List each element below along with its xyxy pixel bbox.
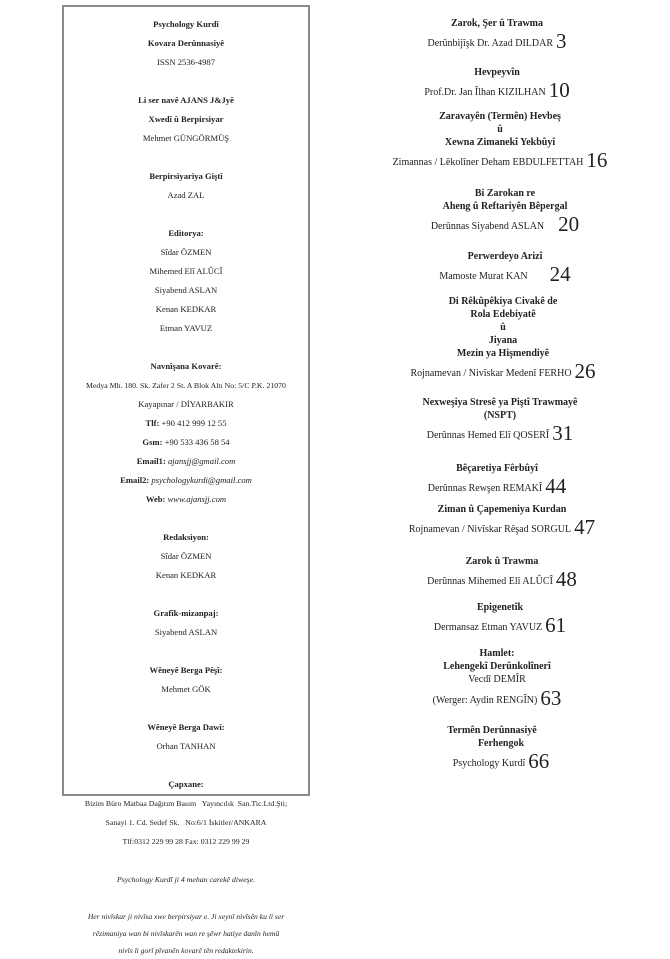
redaction-name: Sîdar ÖZMEN: [160, 551, 212, 561]
back-cover-label: Wêneyê Berga Dawî:: [147, 722, 225, 732]
front-cover-label: Wêneyê Berga Pêşî:: [149, 665, 223, 675]
toc-page: 47: [574, 515, 596, 539]
toc-page: 44: [545, 474, 567, 498]
gsm-row: [64, 433, 308, 452]
phone-value: +90 412 999 12 55: [159, 418, 227, 428]
address-line: Medya Mh. 180. Sk. Zafer 2 St. A Blok Altı No: 5/C P.K. 21070: [86, 381, 286, 390]
owner-label: Xwedî û Berpirsiyar: [148, 114, 224, 124]
gsm-label: Gsm:: [142, 437, 163, 447]
printer-line: Tlf:0312 229 99 28 Fax: 0312 229 99 29: [122, 837, 250, 846]
general-manager-label: Berpirsiyariya Giştî: [149, 171, 223, 181]
toc-page: 3: [556, 29, 567, 53]
editor-name: Siyabend ASLAN: [154, 285, 218, 295]
toc-page: 61: [545, 613, 567, 637]
toc-entry[interactable]: [335, 601, 665, 639]
toc-title: Perwerdeyo Arizî: [467, 251, 543, 262]
toc-entry[interactable]: [340, 187, 670, 238]
toc-author: Vecdî DEMÎR: [468, 674, 526, 685]
toc-title: Xewna Zimanekî Yekbûyî: [444, 137, 556, 148]
publisher-label: Li ser navê AJANS J&Jyê: [138, 95, 234, 105]
toc-author: Derûnnas Rewşen REMAKÎ: [427, 483, 543, 494]
phone-label: Tlf:: [145, 418, 160, 428]
printer-line: Bizim Büro Matbaa Dağıtım Basım Yayıncılık San.Tic.Ltd.Şti;: [84, 799, 288, 808]
toc-entry[interactable]: [335, 396, 665, 450]
toc-title: Termên Derûnnasiyê: [447, 725, 537, 736]
printer-label: Çapxane:: [168, 779, 204, 789]
table-of-contents: [340, 0, 670, 800]
disclaimer-line: rêzimaniya wan bi nivîskarên wan re şêwr hatiye danîn hemû: [92, 929, 280, 938]
journal-subtitle: Kovara Derûnnasiyê: [147, 38, 225, 48]
toc-entry[interactable]: [332, 647, 662, 712]
toc-page: 24: [549, 262, 571, 286]
toc-title: (NSPT): [483, 410, 517, 421]
toc-entry[interactable]: [327, 724, 657, 775]
toc-author: Rojnamevan / Nivîskar Medenî FERHO: [410, 368, 572, 379]
editors-label: Editorya:: [168, 228, 204, 238]
layout-name: Siyabend ASLAN: [154, 627, 218, 637]
disclaimer-line: nivîs li gorî pîvanên kovarê tên redaktekirin.: [118, 946, 254, 955]
toc-entry[interactable]: [337, 503, 667, 543]
toc-author: Psychology Kurdî: [452, 758, 526, 769]
toc-title: û: [497, 124, 503, 135]
toc-title: Ziman û Çapemeniya Kurdan: [437, 504, 567, 515]
redaction-name: Kenan KEDKAR: [155, 570, 217, 580]
phone-row: [64, 414, 308, 433]
general-manager-name: Azad ZAL: [167, 190, 205, 200]
email1-link[interactable]: ajansjj@gmail.com: [165, 456, 236, 466]
web-link[interactable]: www.ajansjj.com: [165, 494, 227, 504]
printer-line: Sanayi 1. Cd. Sedef Sk. No:6/1 İskitler/ANKARA: [105, 818, 267, 827]
email1-label: Email1:: [136, 456, 166, 466]
masthead-box: [62, 5, 310, 955]
toc-author: Prof.Dr. Jan Îlhan KIZILHAN: [424, 87, 546, 98]
disclaimer-line: Her nivîskar ji nivîsa xwe berpirsiyar e. Ji xeynî nivîsên ku li ser: [87, 912, 285, 921]
toc-entry[interactable]: [332, 66, 662, 104]
toc-title: Epigenetîk: [476, 602, 524, 613]
journal-title: Psychology Kurdî: [153, 19, 219, 29]
gsm-value: +90 533 436 58 54: [162, 437, 230, 447]
toc-author: Derûnnas Mihemed Elî ALÛCÎ: [427, 576, 553, 587]
toc-author: Derûnbijîşk Dr. Azad DILDAR: [427, 38, 554, 49]
owner-name: Mehmet GÜNGÖRMÜŞ: [142, 133, 230, 143]
editor-name: Etman YAVUZ: [159, 323, 213, 333]
toc-entry[interactable]: [340, 250, 670, 288]
toc-author: Zimannas / Lêkolîner Deham EBDULFETTAH: [392, 157, 584, 168]
email1-row: [64, 452, 308, 471]
toc-title: Hevpeyvîn: [474, 67, 520, 78]
toc-page: 20: [558, 212, 580, 236]
toc-author: Mamoste Murat KAN: [439, 271, 528, 282]
redaction-label: Redaksiyon:: [163, 532, 209, 542]
toc-title: Rola Edebiyatê: [470, 309, 536, 320]
toc-entry[interactable]: [335, 110, 665, 174]
toc-title: Hamlet:: [479, 648, 515, 659]
toc-page: 63: [540, 686, 562, 710]
email2-link[interactable]: psychologykurdi@gmail.com: [149, 475, 252, 485]
frequency-note: Psychology Kurdî ji 4 mehan carekê diweşe.: [116, 875, 256, 884]
toc-title: Nexweşiya Stresê ya Piştî Trawmayê: [422, 397, 578, 408]
toc-title: Zaravayên (Termên) Hevbeş: [439, 111, 561, 122]
front-cover-name: Mehmet GÖK: [161, 684, 211, 694]
toc-title: Di Rêkûpêkiya Civakê de: [448, 296, 558, 307]
editor-name: Kenan KEDKAR: [155, 304, 217, 314]
issn: ISSN 2536-4987: [156, 57, 215, 67]
editor-name: Sîdar ÖZMEN: [160, 247, 212, 257]
toc-page: 66: [528, 749, 550, 773]
back-cover-name: Orhan TANHAN: [156, 741, 216, 751]
address-line: Kayapınar / DİYARBAKIR: [138, 399, 234, 409]
toc-page: 10: [548, 78, 570, 102]
toc-author-translator: (Werger: Aydin RENGÎN): [432, 695, 538, 706]
toc-page: 48: [555, 567, 577, 591]
toc-entry[interactable]: [338, 295, 668, 385]
address-label: Navnîşana Kovarê:: [150, 361, 222, 371]
editor-name: Mihemed Elî ALÛCÎ: [149, 266, 223, 276]
toc-title: Lehengekî Derûnkolînerî: [443, 661, 551, 672]
toc-page: 16: [586, 148, 608, 172]
toc-title: Zarok û Trawma: [465, 556, 539, 567]
web-label: Web:: [145, 494, 166, 504]
toc-title: Bi Zarokan re: [474, 188, 536, 199]
toc-title: Aheng û Reftariyên Bêpergal: [442, 201, 568, 212]
toc-entry[interactable]: [337, 555, 667, 593]
layout-label: Grafîk-mizanpaj:: [153, 608, 219, 618]
toc-title: Mezin ya Hişmendiyê: [456, 348, 550, 359]
toc-author: Derûnnas Siyabend ASLAN: [430, 221, 545, 232]
email2-row: [64, 471, 308, 490]
toc-title: Jiyana: [488, 335, 518, 346]
toc-title: Ferhengok: [477, 738, 525, 749]
email2-label: Email2:: [120, 475, 150, 485]
toc-entry[interactable]: [332, 462, 662, 500]
toc-title: û: [500, 322, 506, 333]
toc-title: Bêçaretiya Fêrbûyî: [456, 463, 538, 474]
toc-entry[interactable]: [332, 17, 662, 55]
toc-page: 31: [552, 421, 574, 445]
toc-page: 26: [574, 359, 596, 383]
toc-author: Dermansaz Etman YAVUZ: [433, 622, 543, 633]
toc-title: Zarok, Şer û Trawma: [450, 18, 544, 29]
web-row: [64, 490, 308, 509]
toc-author: Derûnnas Hemed Elî QOSERÎ: [426, 430, 550, 441]
toc-author: Rojnamevan / Nivîskar Rêşad SORGUL: [408, 524, 572, 535]
